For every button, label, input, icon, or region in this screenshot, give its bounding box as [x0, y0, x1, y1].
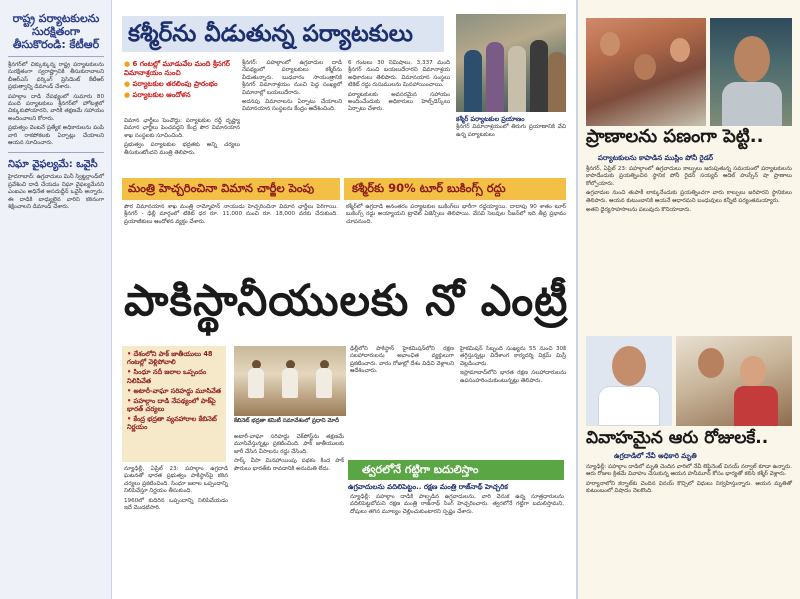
kashmir-col-1 [242, 60, 342, 116]
rajnath-headline: త్వరలోనే గట్టిగా బదులిస్తాం [348, 460, 564, 480]
highlight-item: • అటారీ-వాఘా సరిహద్దు మూసివేత [127, 387, 221, 395]
left-article-body [8, 62, 104, 147]
paragraph: 6 గంటలు 30 నిమిషాలు, 3,337 మంది శ్రీనగర్ నుంచి బయలుదేరారని విమానాశ్రయ అధికారులు తెలిపారు. విమానయాన సంస్థలు టికెట్ రద్దు రుసుములను మినహాయించాయి. [348, 60, 450, 89]
paragraph: న్యూఢిల్లీ, ఏప్రిల్ 23: పహల్గాం ఉగ్రదాడి ఘటనతో భారత ప్రభుత్వం పాకిస్థాన్‌పై కఠిన చర్యలు ప్రకటించింది. సింధూ జలాల ఒప్పందాన్ని నిలిపివేస్తూ నిర్ణయం తీసుకుంది. [124, 466, 228, 495]
right-subhead-2: ఉగ్రదాడిలో నేవీ అధికారి మృతి [614, 452, 697, 460]
rajnath-body: న్యూఢిల్లీ: పహల్గాం దాడికి పాల్పడిన ఉగ్రవాదులను, వారి వెనుక ఉన్న సూత్రధారులను వదిలిపెట్టబోమని రక్షణ మంత్రి రాజ్‌నాథ్ సింగ్ హెచ్చరించారు. త్వరలోనే గట్టిగా బదులిస్తామని, దోషులు తగిన మూల్యం చెల్లించుకుంటారని స్పష్టం చేశారు. [350, 494, 564, 515]
couple-photo [676, 336, 792, 426]
paragraph: ప్రభుత్వం వెంటనే ప్రత్యేక అధికారులను పంపి వారి రాకపోకలకు ఏర్పాట్లు చేయాలని ఆయన సూచించారు. [8, 125, 104, 147]
highlight-item: • పహల్గాం దాడి నేపథ్యంలో పాక్‌పై భారత్ చర్యలు [127, 397, 221, 414]
paragraph: ఢిల్లీలోని పాకిస్థాన్ హైకమిషన్‌లోని రక్షణ సలహాదారులను అవాంఛిత వ్యక్తులుగా ప్రకటించారు. వారం రోజుల్లో దేశం విడిచి వెళ్లాలని ఆదేశించారు. [350, 346, 454, 375]
paragraph: హైకమిషన్ సిబ్బంది సంఖ్యను 55 నుంచి 30కి తగ్గిస్తున్నట్లు విదేశాంగ కార్యదర్శి విక్రమ్ మిస్రీ వెల్లడించారు. [460, 346, 566, 367]
booking-cancel-body: కశ్మీర్‌లో ఉగ్రదాడి అనంతరం పర్యాటకుల బుకింగ్‌లు భారీగా రద్దయ్యాయి. దాదాపు 90 శాతం టూర్ బుకింగ్స్ రద్దు అయ్యాయని ట్రావెల్ ఏజెన్సీలు తెలిపాయి. వేసవి సెలవుల సీజన్‌లో ఇది తీవ్ర ప్రభావం చూపనుంది. [346, 204, 566, 225]
kashmir-highlights [124, 60, 238, 102]
highlight-item: • దేశంలోని పాక్ జాతీయులు 48 గంటల్లో వెళ్లిపోవాలి [127, 350, 221, 367]
highlight-item: ● 6 గంటల్లో మూడువేల మంది శ్రీనగర్ విమానాశ్రయం నుంచి [124, 60, 238, 78]
highlight-item: ● పర్యాటకుల ఆందోళన [124, 91, 238, 100]
paragraph: విమాన ఛార్జీలు పెంచొద్దు: పర్యాటకుల రద్దీ దృష్ట్యా విమాన ఛార్జీలు పెంచవద్దని కేంద్ర పౌర విమానయాన శాఖ సంస్థలకు సూచించింది. [124, 118, 240, 139]
paragraph: అదనపు విమానాలను ఏర్పాటు చేయాలని విమానయాన సంస్థలను కేంద్రం ఆదేశించింది. [242, 99, 342, 113]
right-article-1 [586, 166, 792, 216]
right-headline-2: వివాహమైన ఆరు రోజులకే.. [586, 428, 769, 448]
left-column [0, 0, 112, 599]
pakistan-col-1 [124, 466, 228, 514]
paragraph: అటారీ-వాఘా సరిహద్దు చెక్‌పోస్ట్‌ను తక్షణమే మూసివేస్తున్నట్లు ప్రకటించింది. పాక్ జాతీయులకు జారీ చేసిన వీసాలను రద్దు చేసింది. [234, 434, 344, 455]
left-headline: రాష్ట్ర పర్యాటకులను సురక్షితంగా తీసుకొరండి: కేటీఆర్ [12, 12, 100, 51]
pakistan-highlights [122, 346, 226, 462]
paragraph: సార్క్ వీసా మినహాయింపు పథకం కింద పాక్ పౌరులు భారత్‌కు రావడానికి అనుమతి లేదు. [234, 458, 344, 472]
highlight-item: ● పర్యాటకుల తరలింపు ప్రారంభం [124, 80, 238, 89]
left-article-body-2 [8, 174, 104, 211]
main-column [118, 0, 570, 599]
tourists-photo [456, 14, 566, 112]
meeting-caption: కేబినెట్ భద్రతా కమిటీ సమావేశంలో ప్రధాని మోదీ [234, 418, 340, 424]
photo-caption [456, 116, 566, 139]
divider [8, 56, 104, 57]
paragraph: న్యూఢిల్లీ: పహల్గాం దాడిలో మృతి చెందిన వారిలో నేవీ లెఫ్టినెంట్ వినయ్ నర్వాల్ కూడా ఉన్నారు. ఆరు రోజుల క్రితమే వివాహం చేసుకున్న ఆయన హనీమూన్ కోసం భార్యతో కలిసి కశ్మీర్ వెళ్లారు. [586, 464, 792, 478]
fare-hike-body: పౌర విమానయాన శాఖ మంత్రి రామ్మోహన్ నాయుడు హెచ్చరించినా విమాన ఛార్జీలు పెరిగాయి. శ్రీనగర్ - ఢిల్లీ మార్గంలో టికెట్ ధర రూ. 11,000 నుంచి రూ. 18,000 వరకు చేరుకుంది. ప్రయాణికులు ఆందోళన వ్యక్తం చేశారు. [124, 204, 338, 225]
highlight-item: • కేంద్ర భద్రతా వ్యవహారాల కేబినెట్ నిర్ణయం [127, 415, 221, 432]
pakistan-col-2 [234, 434, 344, 475]
fare-hike-headline: మంత్రి హెచ్చరించినా విమాన చార్జీల పెంపు [122, 178, 340, 200]
right-article-2 [586, 464, 792, 498]
paragraph: హైదరాబాద్: ఉగ్రవాదులు మినీ స్విట్జర్లాండ్‌లో ప్రవేశించి దాడి చేయడం నిఘా వైఫల్యమేనని ఎంఐఎం అధినేత అసదుద్దీన్ ఒవైసీ అన్నారు. ఈ దాడికి బాధ్యులైన వారిని కఠినంగా శిక్షించాలని డిమాండ్ చేశారు. [8, 174, 105, 211]
family-mourning-photo [586, 18, 706, 126]
kashmir-col-3 [124, 118, 240, 159]
paragraph: ఇస్లామాబాద్‌లోని భారత రక్షణ సలహాదారులను ఉపసంహరించుకుంటున్నట్లు తెలిపారు. [460, 370, 566, 384]
right-headline-1: ప్రాణాలను పణంగా పెట్టి.. [586, 126, 764, 147]
paragraph: శ్రీనగర్, ఏప్రిల్ 23: పహల్గాంలో ఉగ్రవాదులు కాల్పులు జరుపుతున్న సమయంలో పర్యాటకులను కాపాడేందుకు ప్రయత్నించిన స్థానిక పోనీ రైడర్ సయ్యద్ ఆదిల్ హుస్సేన్ షా ప్రాణాలు కోల్పోయారు. [586, 166, 792, 187]
caption-text: శ్రీనగర్ విమానాశ్రయంలో తిరుగు ప్రయాణానికి వేచి ఉన్న పర్యాటకులు [456, 124, 566, 138]
paragraph: శ్రీనగర్: పహల్గాంలో ఉగ్రవాదుల దాడి నేపథ్యంలో పర్యాటకులు కశ్మీర్‌ను వీడుతున్నారు. బుధవారం సాయంత్రానికి శ్రీనగర్ విమానాశ్రయం నుంచి పెద్ద సంఖ్యలో విమానాల్లో బయలుదేరారు. [242, 60, 342, 96]
paragraph: ప్రభుత్వం పర్యాటకుల భద్రతకు అన్ని చర్యలు తీసుకుంటోందని మంత్రి తెలిపారు. [124, 142, 240, 156]
rajnath-subhead: ఉగ్రవాదులను వదిలిపెట్టం.. రక్షణ మంత్రి రాజ్‌నాథ్ హెచ్చరిక [348, 483, 508, 491]
kashmir-col-2 [348, 60, 450, 116]
paragraph: పర్యాటకులకు అవసరమైన సహాయం అందించేందుకు అధికారులు హెల్ప్‌డెస్క్‌లు ఏర్పాటు చేశారు. [348, 91, 450, 113]
navy-officer-portrait [586, 336, 672, 426]
left-headline-2: నిఘా వైఫల్యమే: ఒవైసీ [8, 159, 98, 171]
paragraph: హర్యానాలోని కర్నాల్‌కు చెందిన వినయ్ కొచ్చిలో విధులు నిర్వహిస్తున్నారు. ఆయన మృతితో కుటుంబంలో విషాదం నెలకొంది. [586, 480, 792, 495]
pakistan-headline: పాకిస్థానీయులకు నో ఎంట్రీ [124, 276, 569, 326]
divider [8, 152, 104, 153]
caption-head: కశ్మీర్ పర్యాటకుల ప్రయాణం [456, 115, 525, 123]
right-column [576, 0, 800, 599]
paragraph: ఉగ్రవాదుల నుంచి తుపాకీ లాక్కునేందుకు ప్రయత్నించగా వారు కాల్పులు జరిపారని స్థానికులు తెలిపారు. ఆయన కుటుంబానికి ఆయనే ఆధారమని బంధువులు కన్నీటి పర్యంతమయ్యారు. [586, 190, 792, 204]
right-subhead-1: పర్యాటకులను కాపాడిన ముస్లిం పోనీ రైడర్ [598, 154, 714, 162]
highlight-item: • సింధూ నదీ జలాల ఒప్పందం నిలిపివేత [127, 368, 221, 385]
booking-cancel-headline: కశ్మీర్‌కు 90% టూర్ బుకింగ్స్ రద్దు [344, 178, 566, 200]
cabinet-meeting-photo [234, 346, 346, 416]
pony-rider-portrait [710, 18, 792, 126]
pakistan-col-4 [460, 346, 566, 387]
paragraph: శ్రీనగర్‌లో చిక్కుక్కున్న రాష్ట్ర పర్యాటకులను సురక్షితంగా స్వరాష్ట్రానికి తీసుకురావాలని బీఆర్ఎస్ వర్కింగ్ ప్రెసిడెంట్ కేటీఆర్ ప్రభుత్వాన్ని డిమాండ్ చేశారు. [8, 62, 104, 91]
paragraph: పహల్గాం దాడి నేపథ్యంలో సుమారు 80 మంది పర్యాటకులు శ్రీనగర్‌లో హోటళ్లలో చిక్కుకుపోయారని, వారికి తక్షణమే సహాయం అందించాలని కోరారు. [8, 93, 104, 122]
paragraph: 1960లో కుదిరిన ఒప్పందాన్ని నిలిపివేయడం ఇదే మొదటిసారి. [124, 497, 228, 512]
pakistan-col-3 [350, 346, 454, 378]
paragraph: అతని ధైర్యసాహసాలను పలువురు కొనియాడారు. [586, 207, 692, 214]
kashmir-headline: కశ్మీర్‌ను వీడుతున్న పర్యాటకులు [122, 16, 444, 52]
